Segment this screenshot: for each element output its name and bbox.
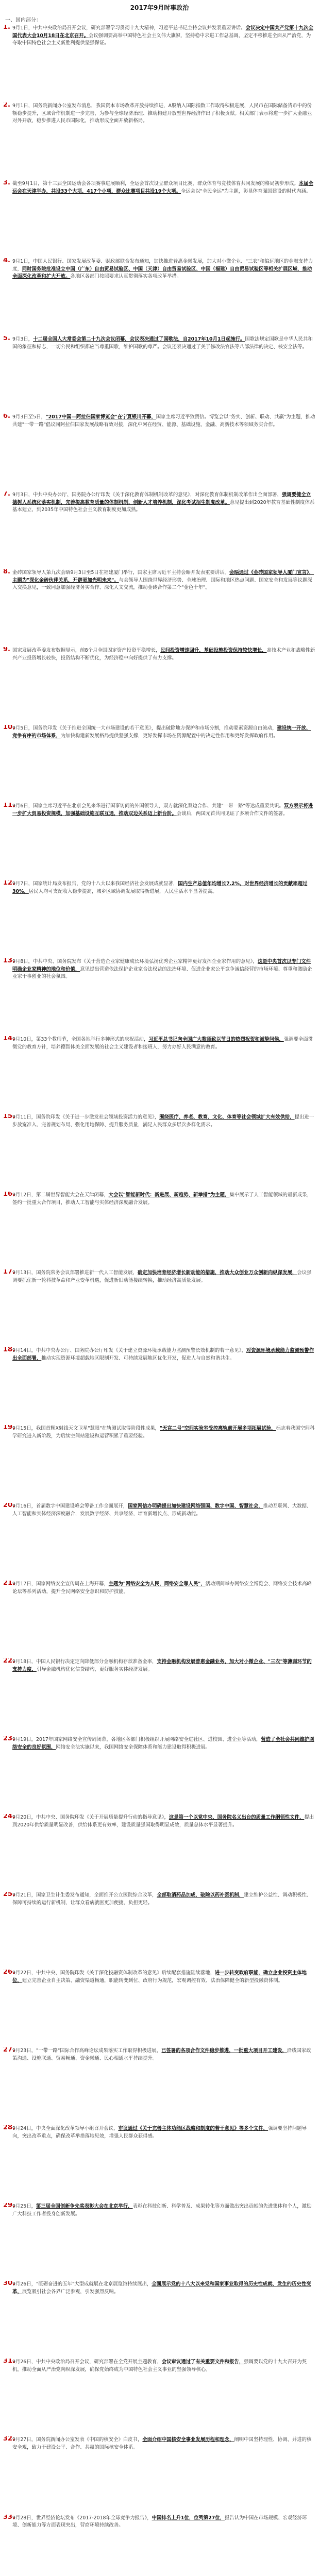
- item-highlight: 会晤通过《金砖国家领导人厦门宣言》，主题为"深化金砖伙伴关系，开辟更加光明未来"。: [12, 570, 314, 583]
- item-body: 9月11日，国务院印发《关于进一步激发社会领域投资活力的意见》，: [12, 1114, 160, 1121]
- item-number: 21.: [3, 1581, 15, 1587]
- news-item: [3, 880, 315, 956]
- news-item: [3, 2515, 315, 2576]
- item-tail: 会议强调要高举中国特色社会主义伟大旗帜，坚持稳中求进工作总基调，坚定不移推进全面从严治党，为夺取中国特色社会主义新胜利提供坚强保证。: [12, 32, 311, 46]
- item-body: 9月6日，国家主席习近平在北京会见来华进行国事访问的外国领导人，双方就深化双边合作、共建"一带一路"等达成重要共识。: [12, 803, 284, 809]
- item-highlight: 第三届全国创新争先奖表彰大会在北京举行，: [36, 2204, 133, 2210]
- item-highlight: 主题为"网络安全为人民，网络安全靠人民"，: [108, 1581, 206, 1587]
- item-body: 金砖国家领导人第九次会晤9月3日至5日在福建厦门举行，国家主席习近平主持会晤并发表重要讲话。: [12, 570, 230, 576]
- item-highlight: "2017中国—阿拉伯国家博览会"在宁夏银川开幕，: [45, 414, 156, 420]
- item-tail: 提出进一步放宽准入、完善规划布局、强化用地保障、提升服务质量，满足人民群众多层次多样化需求。: [12, 1114, 314, 1128]
- item-text: [12, 414, 315, 428]
- item-number: 29.: [3, 2203, 15, 2210]
- news-item: [3, 1036, 315, 1112]
- item-body: 9月1日，中国人民银行、国家发展改革委、财政部联合发布通知，加快推进普惠金融发展，加大对小微企业、"三农"和偏远地区的金融支持力度，: [12, 259, 313, 272]
- item-text: [12, 2126, 307, 2139]
- news-item: [3, 1970, 315, 2045]
- item-body: 9月16日，首届数字中国建设峰会筹备工作全面展开，: [12, 1503, 128, 1510]
- item-text: [12, 2204, 311, 2217]
- item-number: 11.: [3, 803, 15, 809]
- item-text: [12, 1503, 311, 1517]
- item-highlight: 本届全运会在天津举办，共设33个大项、417个小项，群众比赛项目共设19个大项。: [12, 181, 313, 194]
- news-item: [3, 803, 315, 878]
- item-highlight: 会议决定中国共产党第十九次全国代表大会10月18日在北京召开。: [12, 25, 313, 39]
- item-number: 32.: [3, 2436, 15, 2443]
- news-item: [3, 414, 315, 489]
- news-item: [3, 1503, 315, 1579]
- item-number: 4.: [3, 258, 10, 265]
- item-highlight: 这是中央首次以专门文件明确企业家精神的地位和价值，: [12, 959, 311, 972]
- item-tail: 与会领导人围绕世界经济形势、全球治理、国际和地区热点问题、国家安全和发展等议题深入交换意见，一致同意加强经济务实合作、深化人文交流，推动金砖合作第二个"金色十年"。: [12, 577, 312, 591]
- item-text: [12, 2048, 311, 2061]
- item-tail: 全运会以"全民全运"为主题，彰显体育强国建设的时代内涵。: [180, 188, 311, 194]
- item-text: [12, 1270, 311, 1283]
- item-tail: 居民人均可支配收入稳步提高，城乡区域协调发展取得新进展，人民生活水平显著提高。: [28, 888, 217, 894]
- item-body: 9月25日，: [12, 2204, 37, 2210]
- item-text: [12, 1037, 313, 1050]
- item-tail: 沿线国家政策沟通、设施联通、贸易畅通、资金融通、民心相通水平持续提升。: [12, 2048, 311, 2061]
- item-highlight: 民间投资增速回升，基础设施投资保持较快增长，: [160, 648, 267, 654]
- item-text: [12, 1192, 312, 1206]
- item-number: 8.: [3, 569, 10, 576]
- news-item: [3, 1425, 315, 1501]
- item-highlight: 对资源环境承载能力监测预警作出全面部署，: [12, 1348, 314, 1361]
- item-tail: 推动实现资源环境超载地区限制开发、可持续发展地区优化开发，促进人与自然和谐共生。: [41, 1355, 235, 1361]
- item-highlight: 国内生产总值年均增长7.2%，对世界经济增长的贡献率超过30%，: [12, 881, 308, 894]
- item-body: 9月7日，国家统计局发布报告，党的十八大以来我国经济社会发展成就显著，: [12, 881, 178, 887]
- news-item: [3, 336, 315, 412]
- item-body: 9月19日，2017年国家网络安全宣传周闭幕，各地区各部门积极组织开展网络安全进社区、进校园、进企业等活动，: [12, 1737, 261, 1743]
- item-number: 12.: [3, 880, 15, 887]
- item-tail: 会谈后，两国元首共同见证了多项合作文件的签署。: [176, 810, 288, 817]
- item-text: [12, 2281, 311, 2295]
- item-body: 9月26日，中共中央政治局召开会议，研究部署在全党开展主题教育，: [12, 2359, 162, 2365]
- item-number: 18.: [3, 1347, 15, 1354]
- item-tail: 意见提出到2020年教育基础性制度体系基本建立，到2035年中国特色社会主义教育制度更加成熟。: [12, 499, 315, 513]
- item-tail: 强调要以党的十九大召开为契机，推动全面从严治党向纵深发展，确保党始终成为中国特色社会主义事业的坚强领导核心。: [12, 2359, 307, 2373]
- item-tail: 推动互联网、大数据、人工智能和实体经济深度融合，发展数字经济、共享经济，培育新增长点、形成新动能。: [12, 1503, 312, 1517]
- item-number: 9.: [3, 647, 10, 654]
- item-body: 截至9月1日，第十三届全国运动会各项赛事进展顺利，全运会首次设立群众项目比赛，群众体育与竞技体育共同发展的格局初步形成。: [12, 181, 299, 187]
- item-tail: 强调要全面贯彻党的教育方针，培养德智体美全面发展的社会主义建设者和接班人，努力办好人民满意的教育。: [12, 1037, 313, 1050]
- item-body: 9月1日，中共中央政治局召开会议，研究部署学习贯彻十九大精神，习近平总书记主持会议并发表重要讲话。: [12, 25, 246, 31]
- news-item: [3, 2359, 315, 2434]
- item-highlight: 习近平总书记向全国广大教师致以节日的热烈祝贺和诚挚问候，: [148, 1037, 284, 1043]
- item-number: 13.: [3, 958, 15, 965]
- item-number: 19.: [3, 1425, 15, 1432]
- item-highlight: "天宫二号"空间实验室受控离轨前开展多项拓展试验，: [160, 1426, 276, 1432]
- item-number: 7.: [3, 492, 10, 498]
- item-body: 9月3日，中共中央办公厅、国务院办公厅印发《关于深化教育体制机制改革的意见》，对深化教育体制机制改革作出全面部署，: [12, 492, 282, 498]
- news-item: [3, 1658, 315, 1734]
- news-item: [3, 258, 315, 334]
- item-number: 6.: [3, 414, 10, 420]
- item-tail: 建立维护公益性、调动积极性、保障可持续的运行新机制，让群众看病就医更加便捷、负担更轻。: [12, 1892, 312, 1906]
- item-text: [12, 570, 314, 590]
- item-tail: 会议强调要抓住新一轮科技革命和产业变革机遇，促进新旧动能接续转换，推动经济高质量发展。: [12, 1270, 312, 1283]
- item-body: 9月12日，第二届世界智能大会在天津闭幕，: [12, 1192, 109, 1198]
- item-text: [12, 648, 315, 661]
- item-text: [12, 1114, 314, 1128]
- item-body: 9月18日，中国人民银行决定定向降低部分金融机构存款准备金率，: [12, 1659, 157, 1665]
- item-body: 9月26日，"砥砺奋进的五年"大型成就展在北京展览馆持续展出，: [12, 2281, 152, 2287]
- item-body: 9月27日，国务院新闻办公室发表《中国的核安全》白皮书，: [12, 2437, 143, 2443]
- item-number: 33.: [3, 2514, 15, 2521]
- item-body: 9月24日，中央全面深化改革领导小组召开会议，: [12, 2126, 119, 2132]
- item-tail: 国家主席习近平致贺信。博览会以"务实、创新、联动、共赢"为主题，推动共建"一带一路"倡议同阿拉伯国家发展战略有效对接，深化中阿在经贸、能源、基础设施、金融、高新技术等领域务实合作。: [12, 414, 315, 428]
- item-text: [12, 336, 313, 350]
- news-list: [3, 25, 315, 2576]
- news-item: [3, 1114, 315, 1190]
- news-item: [3, 25, 315, 100]
- item-body: 9月17日，国家网络安全宣传周在上海开幕，: [12, 1581, 109, 1587]
- item-number: 27.: [3, 2047, 15, 2054]
- item-body: 9月10日，第33个教师节，全国各地举行多种形式的庆祝活动，: [12, 1037, 149, 1043]
- item-highlight: 会议审议通过了有关重要文件和报告，: [161, 2359, 244, 2365]
- item-number: 20.: [3, 1503, 15, 1510]
- item-text: [12, 2437, 311, 2450]
- item-text: [12, 1426, 315, 1439]
- item-highlight: 同时国务院批准设立中国（广东）自由贸易试验区、中国（天津）自由贸易试验区、中国（福建）自由贸易试验区等相关扩展区域，推动全面深化改革和扩大开放。: [12, 266, 312, 280]
- item-highlight: 双方表示将进一步扩大贸易投资规模，加强基础设施互联互通，推动双边关系迈上新台阶。: [12, 803, 313, 817]
- item-tail: 相关部门表示将进一步扩大金融业对外开放，稳步推进人民币国际化，推动形成全面开放新格局。: [12, 110, 312, 124]
- item-number: 30.: [3, 2281, 15, 2287]
- item-text: [12, 25, 313, 46]
- item-tail: 各地区各部门按照要求认真贯彻落实各项改革举措。: [70, 274, 182, 280]
- item-highlight: 中国排名上升1位，位列第27位，: [152, 2515, 225, 2521]
- news-item: [3, 2047, 315, 2123]
- item-tail: 建立完善企业自主决策、融资渠道畅通，职能转变到位、政府行为规范，宏观调控有效、法治保障健全的新型投融资体制。: [22, 1977, 283, 1984]
- news-item: [3, 1192, 315, 1267]
- item-body: 9月15日，我国首颗X射线天文卫星"慧眼"在轨测试取得阶段性成果，: [12, 1426, 160, 1432]
- item-tail: 提出到2020年供给质量明显改善，供给体系更有效率，建设质量强国取得明显成效，质量总体水平显著提升。: [12, 1815, 314, 1828]
- item-highlight: 全部取消药品加成，破除以药补医机制，: [157, 1892, 244, 1899]
- item-highlight: 大会以"智能新时代：新进展、新趋势、新举措"为主题，: [108, 1192, 230, 1198]
- item-text: [12, 725, 311, 739]
- item-number: 26.: [3, 1970, 15, 1976]
- item-text: [12, 1348, 314, 1361]
- item-highlight: 强调要健全立德树人系统化落实机制，完善提高教育质量的体制机制，创新人才培养机制，深化考试招生制度改革。: [12, 492, 311, 505]
- item-number: 24.: [3, 1814, 15, 1821]
- item-number: 14.: [3, 1036, 15, 1043]
- item-highlight: 国家网信办明确提出加快建设网络强国、数字中国、智慧社会，: [128, 1503, 263, 1510]
- page-title: 2017年9月时事政治: [130, 4, 189, 11]
- item-tail: 高技术产业和战略性新兴产业投资增长较快，投资结构不断优化，为经济稳中向好提供了有力支撑。: [12, 648, 315, 661]
- item-number: 5.: [3, 336, 10, 343]
- item-highlight: 进一步转变政府职能，确立企业投资主体地位，: [12, 1970, 307, 1984]
- news-item: [3, 103, 315, 178]
- item-text: [12, 1892, 311, 1906]
- news-item: [3, 2436, 315, 2512]
- item-highlight: 全面介绍中国核安全事业发展历程和理念，: [142, 2437, 234, 2443]
- item-highlight: 十二届全国人大常委会第二十九次会议闭幕，会议表决通过了国歌法，自2017年10月1日起施行。: [33, 336, 245, 343]
- item-number: 1.: [3, 25, 10, 31]
- item-number: 23.: [3, 1736, 15, 1743]
- item-text: [12, 1581, 312, 1595]
- item-highlight: 支持金融机构发展普惠金融业务，加大对小微企业、"三农"等薄弱环节的支持力度，: [12, 1659, 312, 1672]
- news-item: [3, 1892, 315, 1968]
- item-highlight: 已签署的各项合作文件稳步推进，一批重大项目开工建设，: [161, 2048, 287, 2054]
- item-body: 9月3日至5日，: [12, 414, 46, 420]
- item-body: 9月5日，国务院印发《关于推进全国统一大市场建设的若干意见》，提出破除地方保护和市场分割，推动要素资源自由流动，: [12, 725, 277, 732]
- item-body: 9月8日，中共中央、国务院发布《关于营造企业家健康成长环境弘扬优秀企业家精神更好发挥企业家作用的意见》，: [12, 959, 258, 965]
- item-number: 16.: [3, 1192, 15, 1198]
- item-text: [12, 1659, 312, 1672]
- news-item: [3, 647, 315, 723]
- news-item: [3, 1347, 315, 1423]
- item-number: 22.: [3, 1658, 15, 1665]
- item-highlight: 围绕医疗、养老、教育、文化、体育等社会领域扩大有效供给，: [159, 1114, 295, 1121]
- news-item: [3, 1736, 315, 1812]
- item-text: [12, 2359, 307, 2372]
- news-item: [3, 725, 315, 801]
- item-number: 31.: [3, 2359, 15, 2365]
- item-body: 9月20日，中共中央、国务院印发《关于开展质量提升行动的指导意见》，: [12, 1815, 169, 1821]
- news-item: [3, 569, 315, 645]
- item-tail: 展览吸引社会各界广泛参观，引发强烈反响。: [22, 2289, 119, 2295]
- item-tail: 阐明中国坚持理性、协调、并进的核安全观，致力于建设公平、合作、共赢的国际核安全体系。: [12, 2437, 312, 2451]
- item-highlight: 营造了全社会共同维护网络安全的良好氛围，: [12, 1737, 314, 1750]
- item-body: 9月1日，国务院新闻办公室发布消息，我国资本市场改革开放持续推进，A股纳入国际指数工作取得积极进展，人民币在国际储备货币中的份额稳步提升，区域合作机制进一步完善，为参与全球经济治理、推动构建开放型世界经济作出了积极贡献。: [12, 103, 312, 116]
- item-tail: 网络安全法实施以来，我国网络安全保障体系和能力建设取得积极进展。: [56, 1744, 211, 1750]
- item-body: 9月13日，国务院常务会议部署推进新一代人工智能发展，: [12, 1270, 138, 1276]
- news-item: [3, 1269, 315, 1345]
- item-number: 17.: [3, 1269, 15, 1276]
- item-tail: 标志着我国空间科学研究进入新阶段，为后续空间站建设和运营积累了重要经验。: [12, 1426, 315, 1439]
- item-highlight: 建设统一开放、竞争有序的市场体系，: [12, 725, 311, 739]
- item-text: [12, 959, 312, 979]
- item-tail: 引导金融机构优化信贷结构，更好服务实体经济发展。: [36, 1666, 153, 1672]
- item-number: 25.: [3, 1892, 15, 1899]
- item-tail: 报告认为中国在市场规模、宏观经济环境、创新能力等方面表现突出，营商环境持续改善。: [12, 2515, 307, 2529]
- item-highlight: 确定加快培育经济增长新动能的措施，推动大众创业万众创新向纵深发展，: [137, 1270, 297, 1276]
- item-text: [12, 1737, 314, 1750]
- item-tail: 表彰在科技创新、科学普及、成果转化等方面做出突出贡献的先进集体和个人，激励广大科技工作者投身创新发展。: [12, 2204, 312, 2217]
- item-body: 9月23日，"一带一路"国际合作高峰论坛成果落实工作取得积极进展，: [12, 2048, 162, 2054]
- news-item: [3, 1581, 315, 1656]
- item-text: [12, 881, 307, 894]
- news-item: [3, 958, 315, 1034]
- item-body: 9月21日，国家卫生计生委发布通知，全面推开公立医院综合改革，: [12, 1892, 157, 1899]
- item-body: 国家发展改革委发布数据显示，前8个月全国固定资产投资平稳增长，: [12, 648, 161, 654]
- item-text: [12, 492, 314, 513]
- section-heading: 一、国内部分：: [5, 18, 41, 23]
- item-number: 15.: [3, 1114, 15, 1121]
- news-item: [3, 2281, 315, 2357]
- item-tail: 强调要坚持问题导向，突出改革重点，确保改革举措落地见效，增强人民群众获得感。: [12, 2126, 307, 2140]
- item-text: [12, 1815, 314, 1828]
- item-tail: 活动期间举办网络安全博览会、网络安全技术高峰论坛等系列活动，提升全民网络安全意识和防护技能。: [12, 1581, 312, 1595]
- item-body: 9月22日，中共中央、国务院印发《关于深化投融资体制改革的意见》后续配套措施陆续落地，: [12, 1970, 215, 1976]
- item-tail: 集中展示了人工智能领域的最新成果，签约一批重大合作项目，推动人工智能与实体经济深度融合发展。: [12, 1192, 312, 1206]
- item-number: 10.: [3, 725, 15, 732]
- item-highlight: 这是第一个以党中央、国务院名义出台的质量工作纲领性文件，: [169, 1815, 305, 1821]
- news-item: [3, 1814, 315, 1890]
- news-item: [3, 2203, 315, 2279]
- item-highlight: 审议通过《关于完善主体功能区战略和制度的若干意见》等多个文件，: [118, 2126, 268, 2132]
- item-body: 9月28日，世界经济论坛发布《2017-2018年全球竞争力报告》，: [12, 2515, 152, 2521]
- news-item: [3, 492, 315, 567]
- item-tail: 为加快构建新发展格局提供坚强支撑，更好发挥市场在资源配置中的决定性作用和更好发挥政府作用。: [60, 733, 278, 739]
- item-number: 3.: [3, 180, 10, 187]
- news-item: [3, 2125, 315, 2201]
- item-body: 9月14日，中共中央办公厅、国务院办公厅印发《关于建立资源环境承载能力监测预警长效机制的若干意见》，: [12, 1348, 246, 1354]
- item-number: 2.: [3, 103, 10, 109]
- item-body: 9月3日，: [12, 336, 33, 343]
- item-number: 28.: [3, 2125, 15, 2132]
- item-text: [12, 259, 313, 279]
- news-item: [3, 180, 315, 256]
- item-tail: 意见提出营造依法保护企业家合法权益的法治环境、促进企业家公平竞争诚信经营的市场环境、尊重和激励企业家干事创业的社会氛围。: [12, 966, 312, 980]
- item-highlight: 全面展示党的十八大以来党和国家事业取得的历史性成就、发生的历史性变革，: [12, 2281, 311, 2295]
- item-text: [12, 803, 313, 817]
- item-text: [12, 1970, 307, 1984]
- item-tail: 国歌法规定国歌是中华人民共和国的象征和标志，一切公民和组织都应当尊重国歌，维护国歌的尊严。会议还表决通过了关于修改法官法等八部法律的决定、核安全法等。: [12, 336, 313, 350]
- item-text: [12, 2515, 307, 2529]
- item-text: [12, 103, 312, 124]
- item-text: [12, 181, 313, 194]
